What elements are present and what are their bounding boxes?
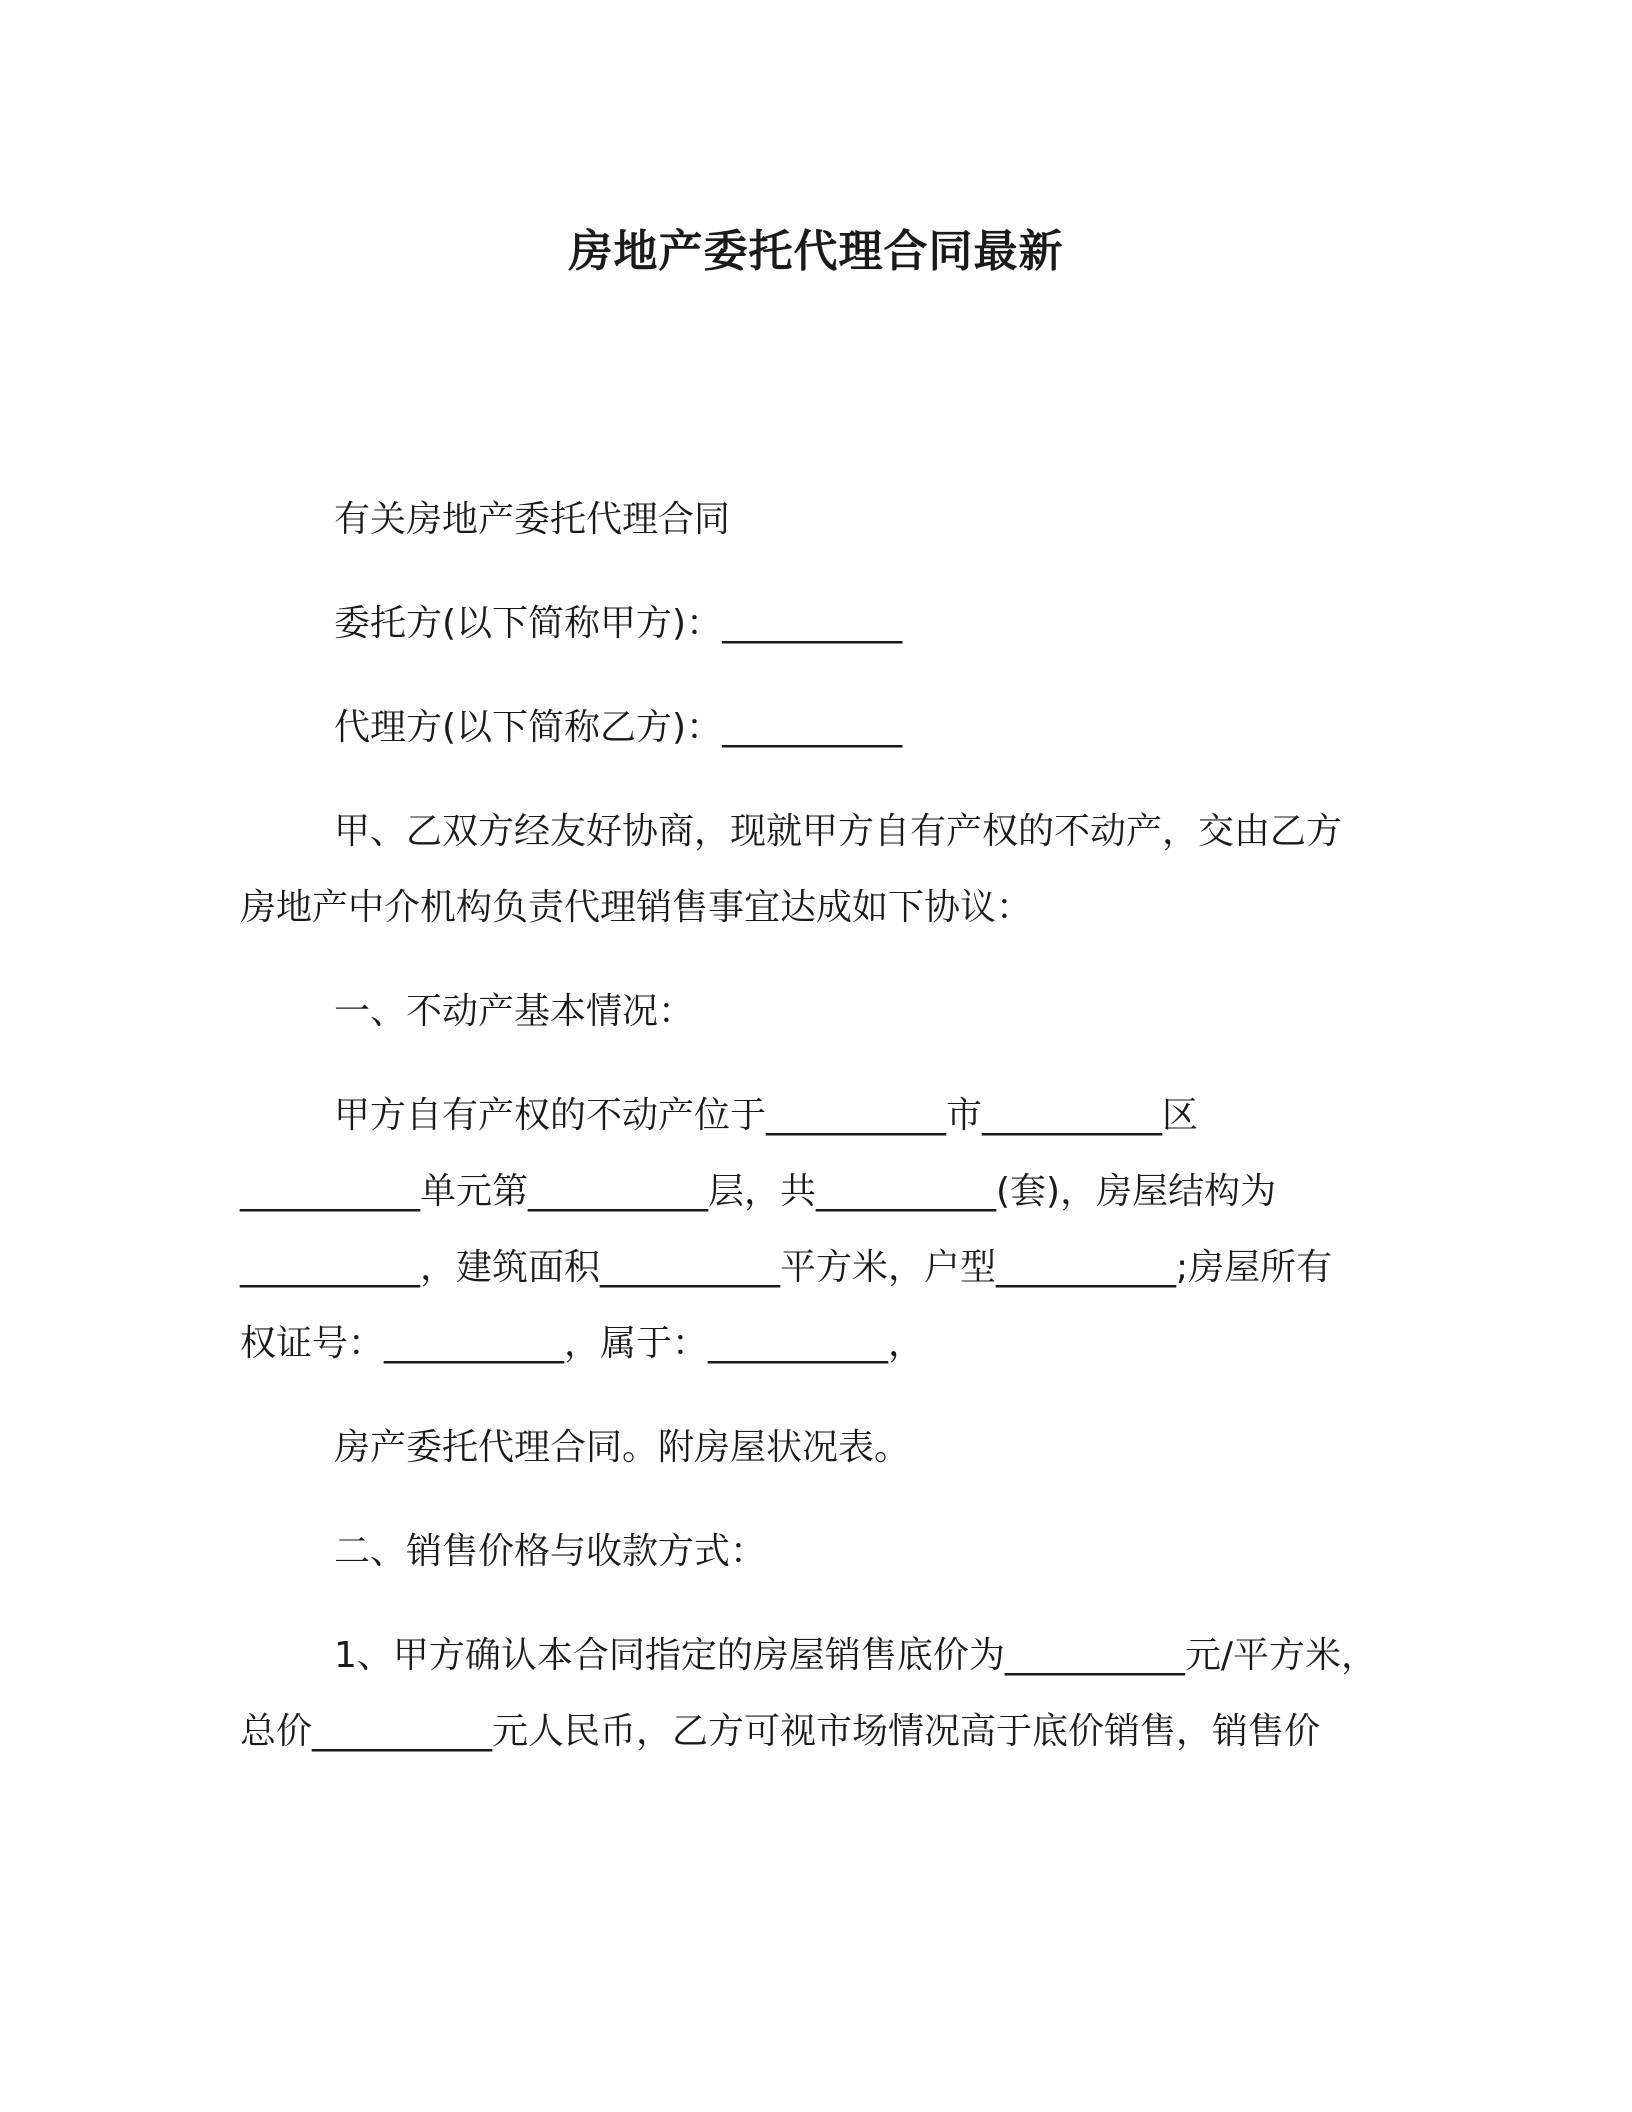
party-a-line: 委托方(以下简称甲方)：__________	[334, 603, 903, 644]
section-1-heading: 一、不动产基本情况：	[334, 991, 695, 1032]
attachment-note: 房产委托代理合同。附房屋状况表。	[334, 1427, 911, 1468]
price-clause-line-2: 总价__________元人民币，乙方可视市场情况高于底价销售，销售价	[240, 1711, 1321, 1752]
document-title: 房地产委托代理合同最新	[568, 226, 1064, 277]
party-b-line: 代理方(以下简称乙方)：__________	[334, 707, 903, 748]
property-line-4: 权证号：__________，属于：__________，	[240, 1323, 925, 1364]
property-line-1: 甲方自有产权的不动产位于__________市__________区	[334, 1095, 1199, 1136]
preamble-line-2: 房地产中介机构负责代理销售事宜达成如下协议：	[240, 887, 1033, 928]
property-line-3: __________，建筑面积__________平方米，户型__________;房屋所有	[240, 1247, 1333, 1288]
property-line-2: __________单元第__________层，共__________(套)，房屋结构为	[240, 1171, 1277, 1212]
price-clause-line-1: 1、甲方确认本合同指定的房屋销售底价为__________元/平方米，	[334, 1635, 1378, 1676]
contract-subtitle: 有关房地产委托代理合同	[334, 499, 731, 540]
section-2-heading: 二、销售价格与收款方式：	[334, 1531, 767, 1572]
preamble-line-1: 甲、乙双方经友好协商，现就甲方自有产权的不动产，交由乙方	[334, 811, 1343, 852]
